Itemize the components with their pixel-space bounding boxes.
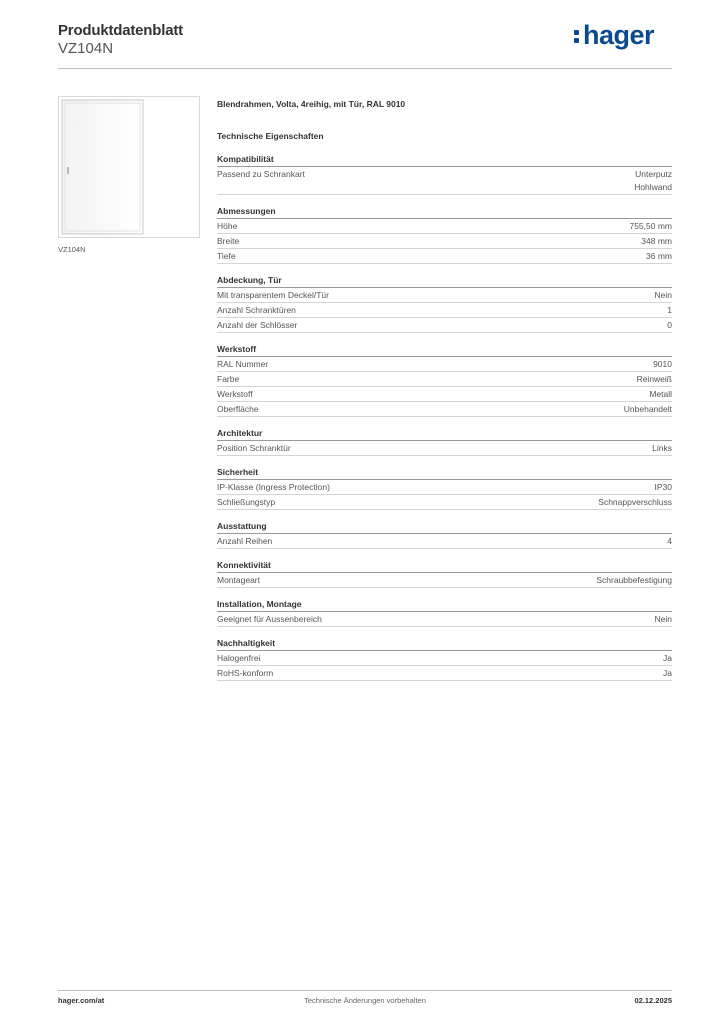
property-row [217,534,672,549]
property-label: IP-Klasse (Ingress Protection) [217,482,330,492]
property-row [217,666,672,681]
section-title: Kompatibilität [217,149,672,167]
property-section [217,270,672,333]
property-row [217,387,672,402]
property-value: 36 mm [646,251,672,261]
footer-date: 02.12.2025 [634,996,672,1005]
property-row [217,167,672,195]
property-section [217,462,672,510]
property-label: Werkstoff [217,389,253,399]
section-title: Installation, Montage [217,594,672,612]
property-label: Oberfläche [217,404,259,414]
technical-properties-heading: Technische Eigenschaften [217,131,324,141]
property-value: Schnappverschluss [598,497,672,507]
properties-list [217,149,672,681]
property-row [217,318,672,333]
section-title: Ausstattung [217,516,672,534]
section-title: Sicherheit [217,462,672,480]
property-row [217,303,672,318]
property-value: Nein [654,290,672,300]
property-label: Geeignet für Aussenbereich [217,614,322,624]
property-label: RoHS-konform [217,668,274,678]
property-row [217,234,672,249]
property-section [217,555,672,588]
property-section [217,423,672,456]
product-image [58,96,200,238]
section-title: Abmessungen [217,201,672,219]
property-value: 9010 [653,359,672,369]
property-value: Reinweiß [636,374,672,384]
section-title: Werkstoff [217,339,672,357]
page-footer [58,996,672,1010]
property-label: Position Schranktür [217,443,291,453]
property-value: 1 [667,305,672,315]
property-value: Links [652,443,672,453]
property-label: Höhe [217,221,238,231]
property-row [217,219,672,234]
property-value: 0 [667,320,672,330]
property-value: Schraubbefestigung [596,575,672,585]
property-label: Passend zu Schrankart [217,169,305,179]
property-label: Montageart [217,575,260,585]
property-row [217,651,672,666]
property-row [217,612,672,627]
property-value: Metall [649,389,672,399]
hager-logo [574,20,654,51]
property-value: Ja [663,653,672,663]
property-label: Halogenfrei [217,653,261,663]
page-header [58,20,672,68]
footer-disclaimer: Technische Änderungen vorbehalten [304,996,426,1005]
property-label: Mit transparentem Deckel/Tür [217,290,329,300]
section-title: Nachhaltigkeit [217,633,672,651]
document-title: Produktdatenblatt [58,22,183,39]
property-value: 755,50 mm [629,221,672,231]
product-code: VZ104N [58,40,114,57]
property-section [217,201,672,264]
footer-divider [58,990,672,991]
door-panel-icon [59,97,199,237]
product-name: Blendrahmen, Volta, 4reihig, mit Tür, RAL 9010 [217,99,406,109]
footer-website-link[interactable]: hager.com/at [58,996,105,1005]
logo-text: hager [582,20,654,50]
property-row [217,249,672,264]
property-row [217,495,672,510]
image-caption: VZ104N [58,245,86,254]
property-section [217,633,672,681]
property-label: Farbe [217,374,240,384]
product-details [217,97,672,681]
property-row [217,372,672,387]
section-title: Konnektivität [217,555,672,573]
property-value: 348 mm [641,236,672,246]
property-section [217,149,672,195]
property-label: Breite [217,236,240,246]
header-divider [58,68,672,69]
property-label: RAL Nummer [217,359,269,369]
property-value: Unterputz Hohlwand [634,169,672,192]
property-row [217,357,672,372]
section-title: Architektur [217,423,672,441]
property-value: Nein [654,614,672,624]
property-row [217,441,672,456]
property-value: Ja [663,668,672,678]
property-value: Unbehandelt [623,404,672,414]
property-label: Anzahl Schranktüren [217,305,296,315]
property-label: Tiefe [217,251,236,261]
property-row [217,402,672,417]
property-label: Schließungstyp [217,497,276,507]
property-label: Anzahl der Schlösser [217,320,298,330]
property-value: IP30 [654,482,672,492]
property-row [217,480,672,495]
property-row [217,288,672,303]
logo-dots-icon [574,24,580,44]
property-section [217,516,672,549]
property-section [217,594,672,627]
property-value: 4 [667,536,672,546]
section-title: Abdeckung, Tür [217,270,672,288]
property-row [217,573,672,588]
property-label: Anzahl Reihen [217,536,273,546]
property-section [217,339,672,417]
